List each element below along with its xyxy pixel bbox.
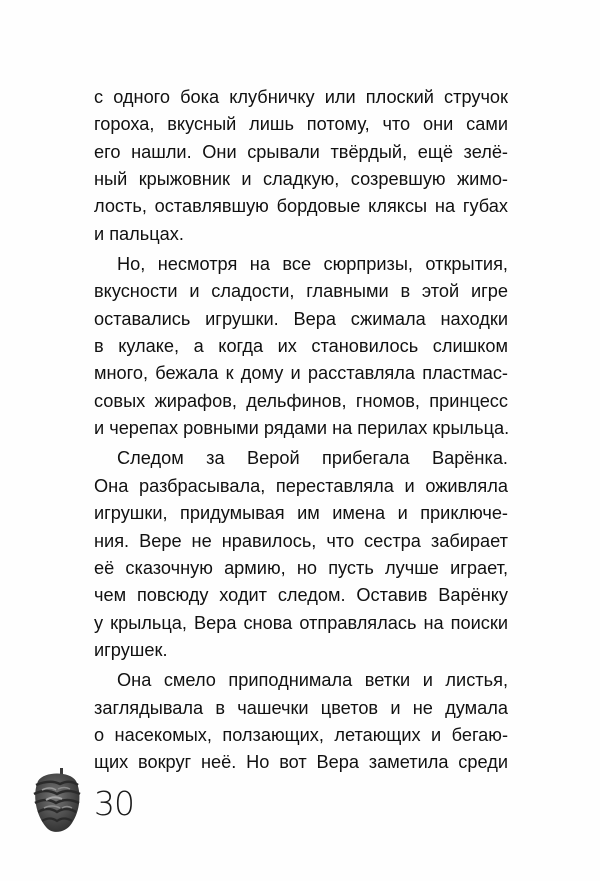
text-line: его нашли. Они срывали твёрдый, ещё зелё-: [94, 141, 508, 162]
text-line: игрушки, придумывая им имена и приключе-: [94, 503, 508, 524]
paragraph-4: [94, 667, 508, 776]
text-line: о насекомых, ползающих, летающих и бегаю-: [94, 724, 508, 745]
text-line: заглядывала в чашечки цветов и не думала: [94, 697, 508, 718]
text-line: и пальцах.: [94, 223, 184, 244]
text-line: чем повсюду ходит следом. Оставив Варёнку: [94, 585, 508, 606]
text-line: и черепах ровными рядами на перилах крыльца.: [94, 418, 510, 439]
text-line: игрушек.: [94, 639, 168, 660]
text-line: щих вокруг неё. Но вот Вера заметила среди: [94, 752, 508, 773]
text-line: гороха, вкусный лишь потому, что они сами: [94, 114, 508, 135]
text-line: оставались игрушки. Вера сжимала находки: [94, 308, 508, 329]
paragraph-1: [94, 84, 508, 248]
text-line: её сказочную армию, но пусть лучше играет,: [94, 557, 508, 578]
text-line: Но, несмотря на все сюрпризы, открытия,: [117, 254, 508, 275]
page-number: 30: [94, 783, 134, 823]
text-line: Она смело приподнимала ветки и листья,: [117, 670, 508, 691]
pine-cone-icon: [30, 767, 82, 837]
text-line: Она разбрасывала, переставляла и оживляла: [94, 475, 508, 496]
page-footer: [30, 766, 134, 838]
text-line: вкусности и сладости, главными в этой игре: [94, 281, 508, 302]
text-line: ный крыжовник и сладкую, созревшую жимо-: [94, 169, 508, 190]
text-line: с одного бока клубничку или плоский стручок: [94, 87, 508, 107]
text-line: у крыльца, Вера снова отправлялась на поиски: [94, 612, 508, 633]
text-line: совых жирафов, дельфинов, гномов, принцесс: [94, 390, 508, 411]
paragraph-2: [94, 251, 508, 442]
text-line: Следом за Верой прибегала Варёнка.: [117, 448, 508, 469]
paragraph-3: [94, 445, 508, 664]
text-line: лость, оставлявшую бордовые кляксы на губах: [94, 196, 508, 217]
text-line: ния. Вере не нравилось, что сестра забирает: [94, 530, 508, 551]
body-text: [94, 84, 508, 780]
text-line: много, бежала к дому и расставляла пластмас-: [94, 363, 508, 384]
text-line: в кулаке, а когда их становилось слишком: [94, 336, 508, 357]
